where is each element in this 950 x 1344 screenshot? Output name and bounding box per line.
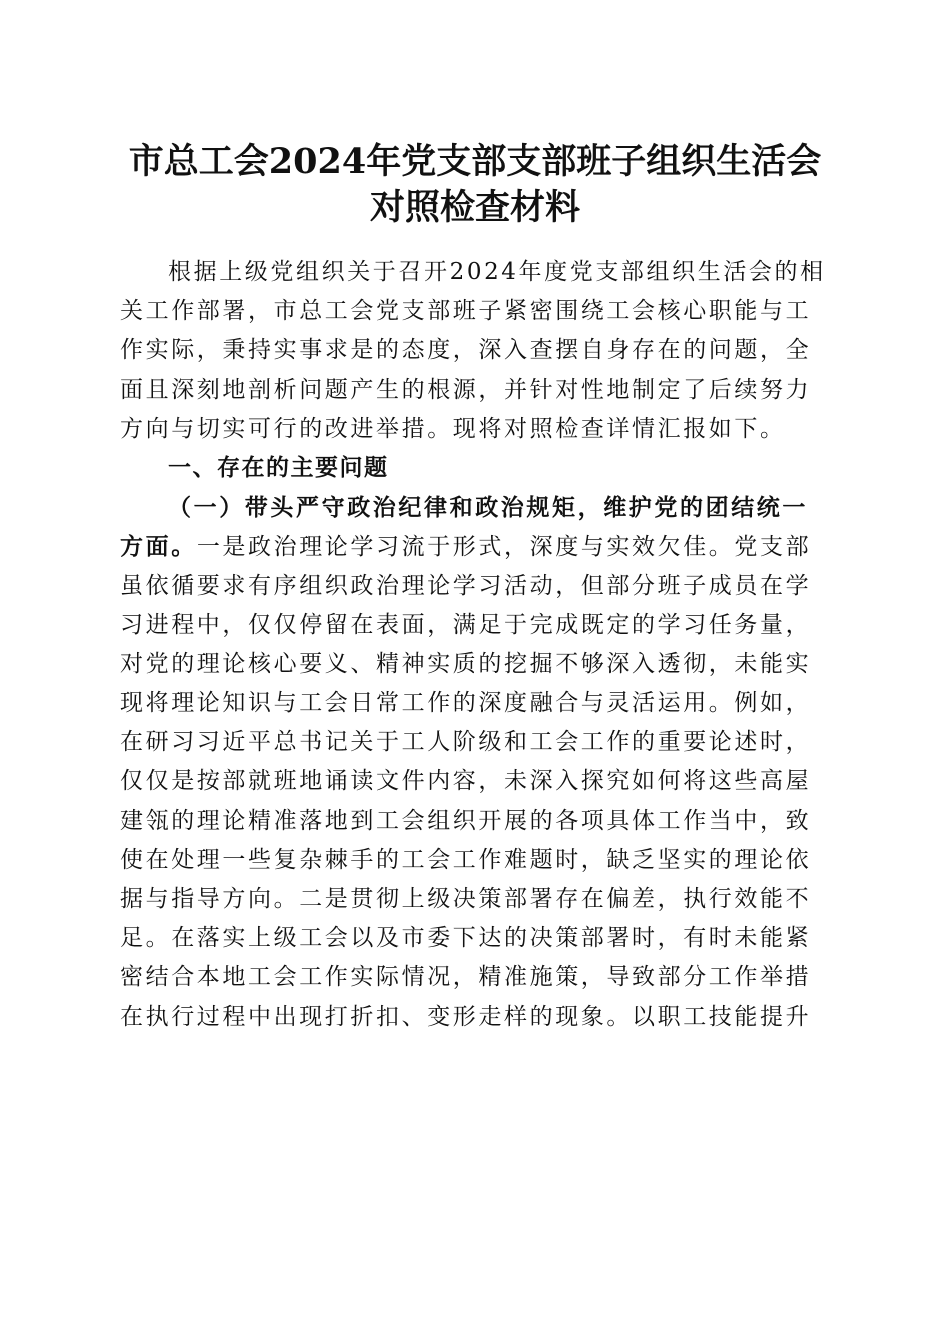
- paragraph-line: 在执行过程中出现打折扣、变形走样的现象。以职工技能提升: [120, 1003, 812, 1030]
- paragraph-line-mixed: [120, 527, 830, 566]
- paragraph-line: 使在处理一些复杂棘手的工会工作难题时，缺乏坚实的理论依: [120, 846, 812, 873]
- paragraph-line: 现将理论知识与工会日常工作的深度融合与灵活运用。例如，: [120, 690, 812, 717]
- paragraph-line: 仅仅是按部就班地诵读文件内容，未深入探究如何将这些高屋: [120, 768, 812, 795]
- section-heading: 一、存在的主要问题: [168, 454, 389, 481]
- paragraph-line: 方向与切实可行的改进举措。现将对照检查详情汇报如下。: [120, 415, 786, 442]
- subsection-heading: （一）带头严守政治纪律和政治规矩，维护党的团结统一: [168, 494, 808, 522]
- paragraph-line: 建瓴的理论精准落地到工会组织开展的各项具体工作当中，致: [120, 807, 812, 834]
- paragraph-line: 一是政治理论学习流于形式，深度与实效欠佳。党支部: [196, 534, 812, 561]
- paragraph-line: 习进程中，仅仅停留在表面，满足于完成既定的学习任务量，: [120, 611, 812, 638]
- document-title-line-2: 对照检查材料: [369, 187, 580, 228]
- paragraph-line: 面且深刻地剖析问题产生的根源，并针对性地制定了后续努力: [120, 376, 812, 403]
- paragraph-line: 虽依循要求有序组织政治理论学习活动，但部分班子成员在学: [120, 572, 812, 599]
- paragraph-line: 作实际，秉持实事求是的态度，深入查摆自身存在的问题，全: [120, 337, 812, 364]
- document-body: [120, 253, 830, 1037]
- paragraph-line: 关工作部署，市总工会党支部班子紧密围绕工会核心职能与工: [120, 298, 812, 325]
- paragraph-line: 密结合本地工会工作实际情况，精准施策，导致部分工作举措: [120, 964, 812, 991]
- paragraph-line: 足。在落实上级工会以及市委下达的决策部署时，有时未能紧: [120, 925, 812, 952]
- paragraph-line: 据与指导方向。二是贯彻上级决策部署存在偏差，执行效能不: [120, 886, 812, 912]
- paragraph-line: 在研习习近平总书记关于工人阶级和工会工作的重要论述时，: [120, 729, 812, 756]
- paragraph-line: 对党的理论核心要义、精神实质的挖掘不够深入透彻，未能实: [120, 650, 812, 677]
- document-title-line-1: 市总工会2024年党支部支部班子组织生活会: [128, 141, 822, 182]
- subsection-heading-end: 方面。: [120, 533, 197, 561]
- paragraph-line: 根据上级党组织关于召开2024年度党支部组织生活会的相: [168, 259, 826, 285]
